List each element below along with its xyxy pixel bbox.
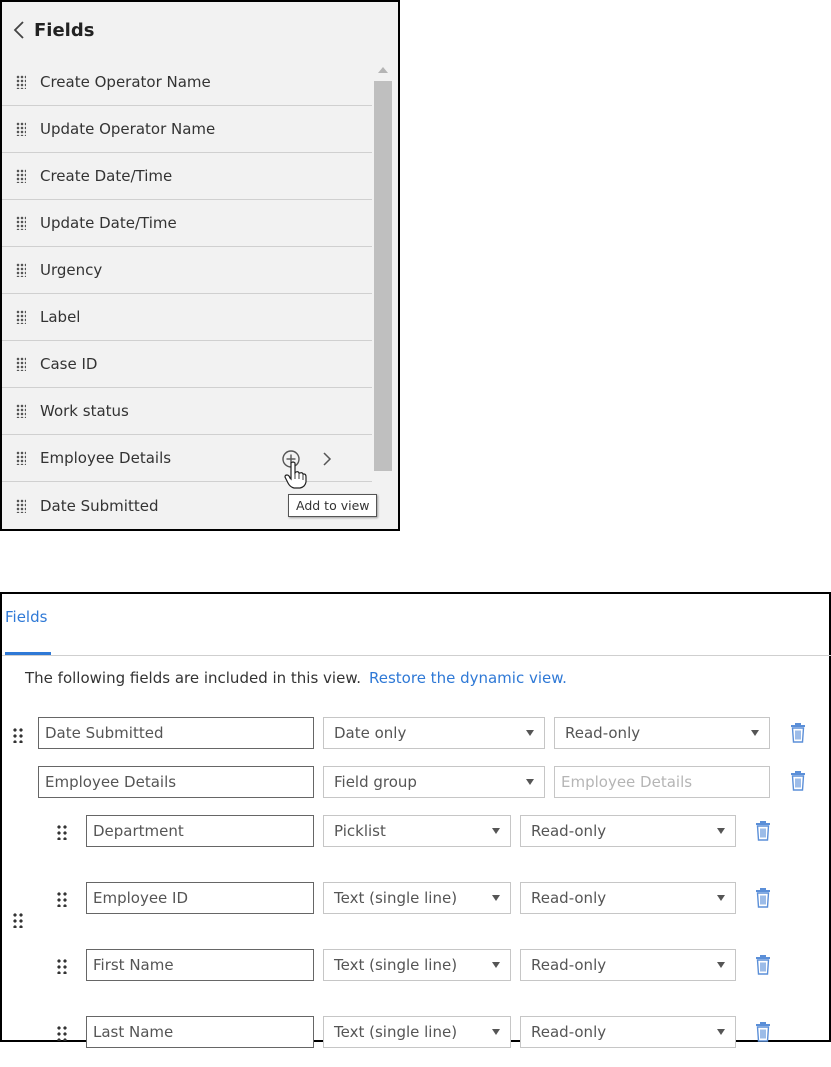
tab-fields[interactable]: Fields (5, 608, 48, 626)
field-mode-select[interactable] (520, 949, 736, 981)
select-value: Text (single line) (334, 1023, 458, 1041)
chevron-left-icon[interactable] (10, 19, 28, 41)
field-mode-select[interactable] (520, 882, 736, 914)
dropdown-arrow-icon (717, 962, 725, 968)
trash-icon[interactable] (754, 887, 772, 909)
dropdown-arrow-icon (492, 1029, 500, 1035)
list-item-label: Urgency (40, 261, 103, 279)
fields-panel (0, 0, 400, 531)
list-item-label: Date Submitted (40, 496, 159, 515)
select-value: Read-only (531, 956, 607, 974)
field-group-type-select[interactable] (323, 766, 545, 798)
dropdown-arrow-icon (526, 779, 534, 785)
field-group-name-input[interactable]: Employee Details (38, 766, 314, 798)
select-value: Text (single line) (334, 956, 458, 974)
fields-list (2, 59, 372, 529)
chevron-right-icon[interactable] (320, 450, 334, 468)
field-mode-select[interactable] (554, 717, 770, 749)
list-item[interactable] (2, 388, 372, 435)
field-type-select[interactable] (323, 1016, 511, 1048)
hand-cursor-icon (282, 460, 308, 490)
view-fields-panel (0, 592, 831, 1042)
drag-handle-icon[interactable] (56, 824, 68, 840)
list-item[interactable] (2, 106, 372, 153)
list-item-label: Create Date/Time (40, 167, 173, 185)
field-type-select[interactable] (323, 717, 545, 749)
select-value: Read-only (531, 1023, 607, 1041)
drag-handle-icon[interactable] (16, 263, 26, 277)
field-name-input[interactable]: First Name (86, 949, 314, 981)
restore-dynamic-view-link[interactable]: Restore the dynamic view. (369, 669, 567, 687)
scrollbar-thumb[interactable] (374, 81, 392, 471)
select-value: Field group (334, 773, 417, 791)
list-item-employee-details[interactable] (2, 435, 372, 482)
dropdown-arrow-icon (492, 895, 500, 901)
trash-icon[interactable] (754, 954, 772, 976)
scrollbar[interactable] (372, 59, 394, 475)
list-item[interactable] (2, 200, 372, 247)
trash-icon[interactable] (789, 722, 807, 744)
drag-handle-icon[interactable] (16, 216, 26, 230)
dropdown-arrow-icon (717, 828, 725, 834)
drag-handle-icon[interactable] (16, 404, 26, 418)
trash-icon[interactable] (789, 770, 807, 792)
info-text (25, 669, 567, 687)
drag-handle-icon[interactable] (16, 122, 26, 136)
list-item[interactable] (2, 294, 372, 341)
select-value: Date only (334, 724, 407, 742)
list-item-label: Work status (40, 402, 129, 420)
list-item-label: Update Operator Name (40, 120, 216, 138)
group-drag-handle-icon[interactable] (12, 912, 24, 928)
trash-icon[interactable] (754, 820, 772, 842)
field-mode-select[interactable] (520, 1016, 736, 1048)
fields-panel-title: Fields (34, 19, 95, 41)
select-value: Read-only (531, 822, 607, 840)
field-name-input[interactable]: Employee ID (86, 882, 314, 914)
field-name-input[interactable]: Date Submitted (38, 717, 314, 749)
dropdown-arrow-icon (717, 1029, 725, 1035)
select-value: Read-only (565, 724, 641, 742)
field-group-label-input[interactable]: Employee Details (554, 766, 770, 798)
drag-handle-icon[interactable] (56, 1025, 68, 1041)
select-value: Picklist (334, 822, 386, 840)
drag-handle-icon[interactable] (16, 451, 26, 465)
info-message: The following fields are included in this view. (25, 669, 361, 687)
field-type-select[interactable] (323, 815, 511, 847)
dropdown-arrow-icon (526, 730, 534, 736)
divider (2, 655, 831, 656)
field-name-input[interactable]: Department (86, 815, 314, 847)
list-item-label: Label (40, 308, 81, 326)
drag-handle-icon[interactable] (16, 499, 26, 513)
drag-handle-icon[interactable] (16, 310, 26, 324)
dropdown-arrow-icon (492, 962, 500, 968)
field-name-input[interactable]: Last Name (86, 1016, 314, 1048)
add-to-view-tooltip: Add to view (288, 494, 377, 517)
list-item[interactable] (2, 341, 372, 388)
select-value: Read-only (531, 889, 607, 907)
drag-handle-icon[interactable] (12, 727, 24, 743)
drag-handle-icon[interactable] (56, 891, 68, 907)
select-value: Text (single line) (334, 889, 458, 907)
dropdown-arrow-icon (751, 730, 759, 736)
list-item[interactable] (2, 59, 372, 106)
field-mode-select[interactable] (520, 815, 736, 847)
list-item-label: Update Date/Time (40, 214, 177, 232)
drag-handle-icon[interactable] (16, 357, 26, 371)
list-item[interactable] (2, 247, 372, 294)
drag-handle-icon[interactable] (16, 169, 26, 183)
fields-panel-header (2, 2, 398, 58)
dropdown-arrow-icon (492, 828, 500, 834)
trash-icon[interactable] (754, 1021, 772, 1043)
drag-handle-icon[interactable] (56, 958, 68, 974)
field-type-select[interactable] (323, 949, 511, 981)
list-item[interactable] (2, 153, 372, 200)
scroll-up-arrow-icon[interactable] (378, 67, 388, 73)
list-item-label: Create Operator Name (40, 73, 211, 91)
drag-handle-icon[interactable] (16, 75, 26, 89)
dropdown-arrow-icon (717, 895, 725, 901)
list-item-label: Case ID (40, 355, 98, 373)
field-type-select[interactable] (323, 882, 511, 914)
list-item-label: Employee Details (40, 449, 172, 467)
